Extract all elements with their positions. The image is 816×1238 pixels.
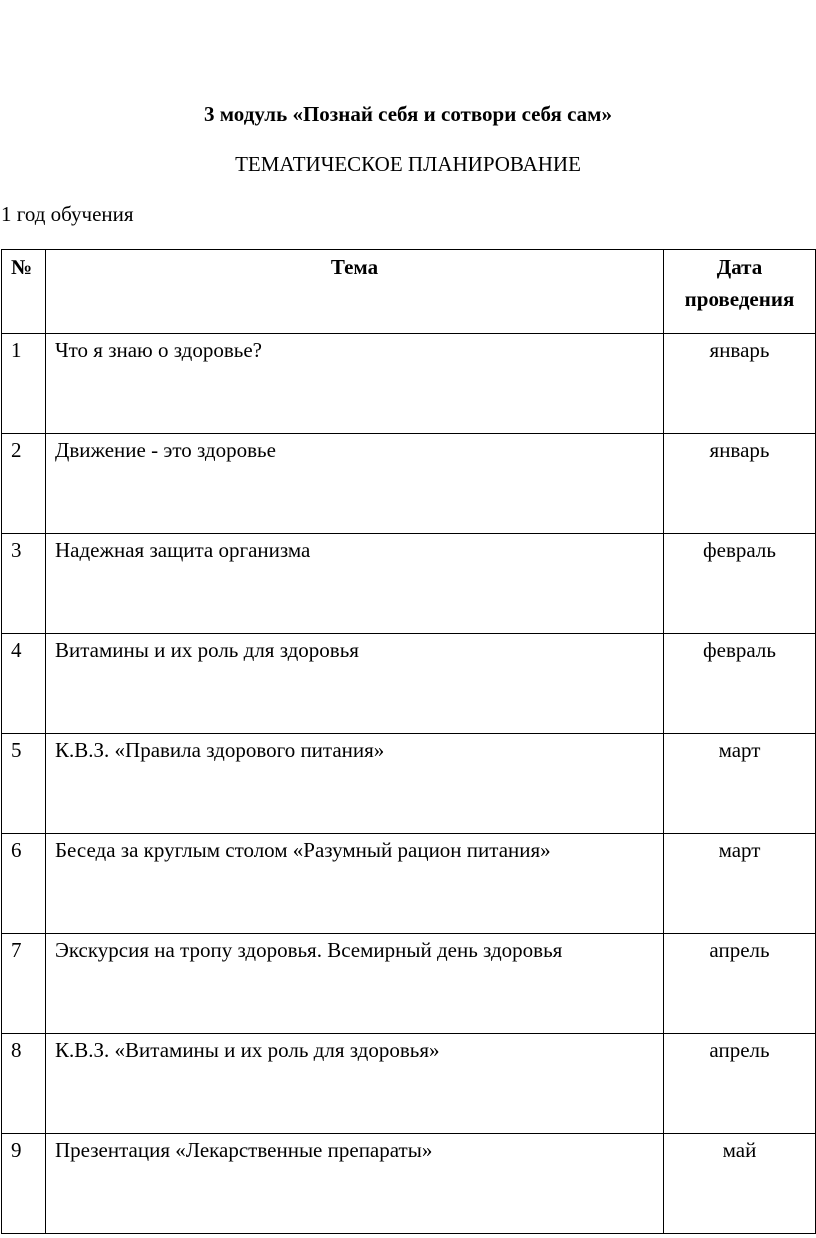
row-number: 4 <box>2 634 46 734</box>
table-row <box>2 434 816 534</box>
header-date <box>664 250 816 334</box>
header-date-line1: Дата <box>716 255 763 279</box>
row-date: январь <box>664 434 816 534</box>
row-number: 1 <box>2 334 46 434</box>
table-row <box>2 934 816 1034</box>
row-date: январь <box>664 334 816 434</box>
row-topic: Надежная защита организма <box>46 534 664 634</box>
row-number: 8 <box>2 1034 46 1134</box>
row-number: 7 <box>2 934 46 1034</box>
row-topic: Движение - это здоровье <box>46 434 664 534</box>
year-label: 1 год обучения <box>1 202 134 226</box>
row-topic: Презентация «Лекарственные препараты» <box>46 1134 664 1234</box>
table-header-row <box>2 250 816 334</box>
row-date: март <box>664 734 816 834</box>
row-number: 6 <box>2 834 46 934</box>
row-topic: Что я знаю о здоровье? <box>46 334 664 434</box>
row-topic: Беседа за круглым столом «Разумный рацион питания» <box>46 834 664 934</box>
row-date: февраль <box>664 634 816 734</box>
row-date: февраль <box>664 534 816 634</box>
row-topic: К.В.З. «Правила здорового питания» <box>46 734 664 834</box>
row-date: март <box>664 834 816 934</box>
row-date: апрель <box>664 1034 816 1134</box>
header-number: № <box>2 250 46 334</box>
row-number: 9 <box>2 1134 46 1234</box>
planning-table <box>1 249 816 1234</box>
document-title: 3 модуль «Познай себя и сотвори себя сам» <box>204 102 612 126</box>
table-row <box>2 1134 816 1234</box>
row-topic: К.В.З. «Витамины и их роль для здоровья» <box>46 1034 664 1134</box>
table-row <box>2 1034 816 1134</box>
header-date-line2: проведения <box>684 287 795 311</box>
row-number: 2 <box>2 434 46 534</box>
table-row <box>2 534 816 634</box>
row-date: апрель <box>664 934 816 1034</box>
document-subtitle: ТЕМАТИЧЕСКОЕ ПЛАНИРОВАНИЕ <box>235 152 581 176</box>
row-topic: Витамины и их роль для здоровья <box>46 634 664 734</box>
row-date: май <box>664 1134 816 1234</box>
row-topic: Экскурсия на тропу здоровья. Всемирный день здоровья <box>46 934 664 1034</box>
table-row <box>2 334 816 434</box>
row-number: 5 <box>2 734 46 834</box>
header-topic: Тема <box>46 250 664 334</box>
row-number: 3 <box>2 534 46 634</box>
table-row <box>2 734 816 834</box>
table-row <box>2 634 816 734</box>
table-row <box>2 834 816 934</box>
